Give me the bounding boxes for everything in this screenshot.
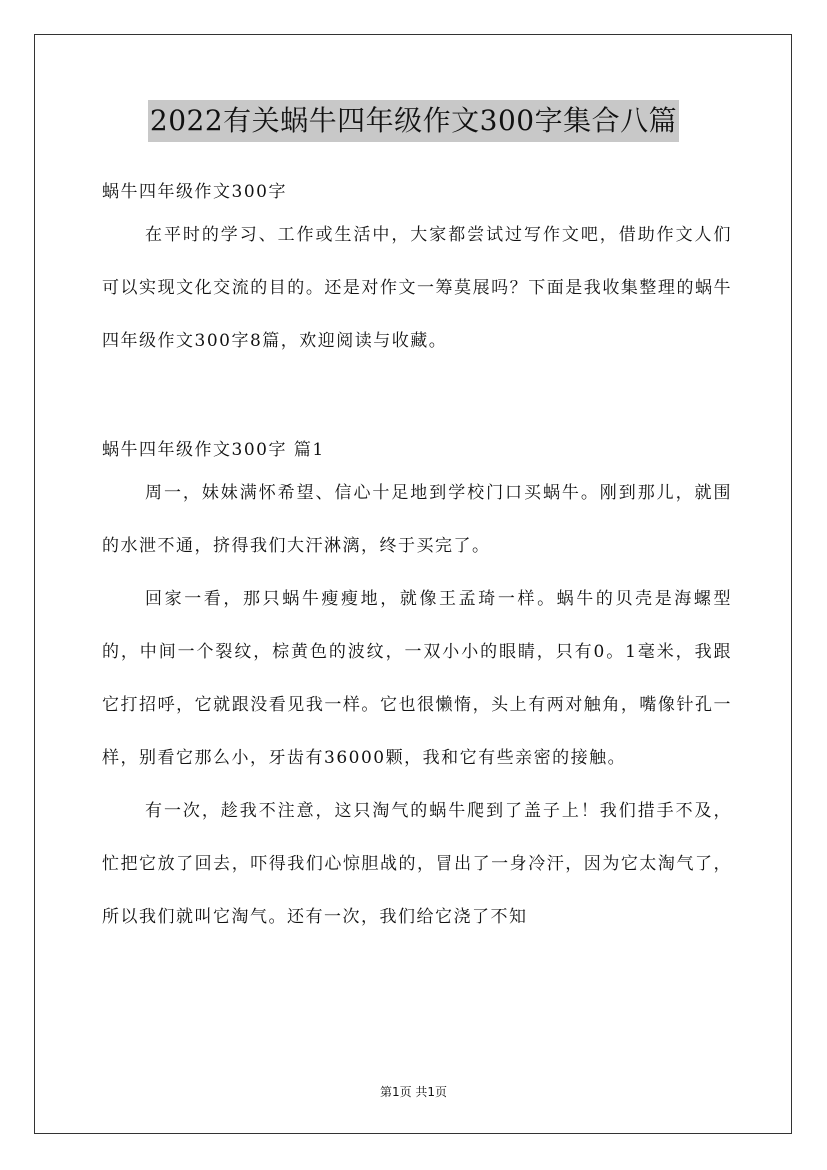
spacer [102, 368, 732, 420]
title-wrap [0, 100, 827, 142]
section-heading: 蜗牛四年级作文300字 [102, 182, 287, 202]
body-paragraph: 周一，妹妹满怀希望、信心十足地到学校门口买蜗牛。刚到那儿，就围的水泄不通，挤得我们大汗淋漓，终于买完了。 [102, 483, 732, 556]
page-footer: 第1页 共1页 [379, 1085, 448, 1099]
document-title: 2022有关蜗牛四年级作文300字集合八篇 [148, 100, 679, 142]
article-heading: 蜗牛四年级作文300字 篇1 [102, 440, 325, 460]
intro-paragraph: 在平时的学习、工作或生活中，大家都尝试过写作文吧，借助作文人们可以实现文化交流的目的。还是对作文一筹莫展吗？下面是我收集整理的蜗牛四年级作文300字8篇，欢迎阅读与收藏。 [102, 225, 732, 351]
body-paragraph: 有一次，趁我不注意，这只淘气的蜗牛爬到了盖子上！我们措手不及，忙把它放了回去，吓得我们心惊胆战的，冒出了一身冷汗，因为它太淘气了，所以我们就叫它淘气。还有一次，我们给它浇了不知 [102, 801, 732, 927]
body-paragraph: 回家一看，那只蜗牛瘦瘦地，就像王孟琦一样。蜗牛的贝壳是海螺型的，中间一个裂纹，棕黄色的波纹，一双小小的眼睛，只有0。1毫米，我跟它打招呼，它就跟没看见我一样。它也很懒惰，头上有两对触角，嘴像针孔一样，别看它那么小，牙齿有36000颗，我和它有些亲密的接触。 [102, 589, 732, 768]
document-body [102, 160, 732, 944]
